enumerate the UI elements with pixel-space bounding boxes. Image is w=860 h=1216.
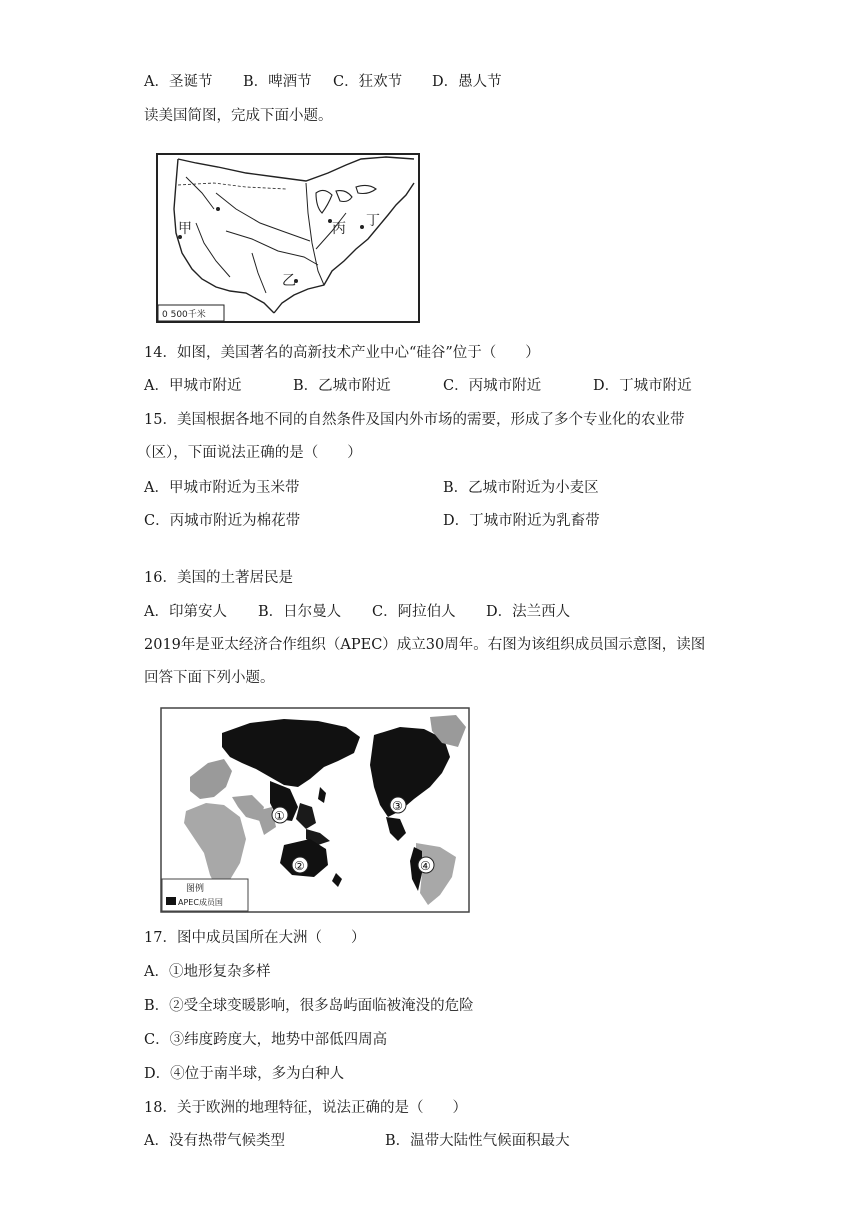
usa-map-intro: 读美国简图，完成下面小题。 [144,108,333,124]
usa-map-label-bing: 丙 [332,221,346,237]
usa-map-label-ding: 丁 [366,213,380,229]
q14-option-b: B．乙城市附近 [293,378,391,394]
usa-map-label-yi: 乙 [282,273,296,289]
q18-stem: 18．关于欧洲的地理特征，说法正确的是（ ） [144,1100,467,1116]
q18-option-a: A．没有热带气候类型 [144,1133,285,1149]
q14-stem: 14．如图，美国著名的高新技术产业中心“硅谷”位于（ ） [144,345,540,361]
q17-option-b: B．②受全球变暖影响，很多岛屿面临被淹没的危险 [144,998,474,1014]
q17-option-d: D．④位于南半球，多为白种人 [144,1066,345,1082]
apec-marker-1: ① [274,809,285,823]
apec-legend-title: 图例 [186,884,205,894]
q14-option-c: C．丙城市附近 [443,378,542,394]
q14-option-d: D．丁城市附近 [593,378,692,394]
usa-map-scale: 0 500千米 [162,310,206,320]
q16-option-b: B．日尔曼人 [258,604,342,620]
apec-map-figure [160,707,470,913]
q13-option-a: A．圣诞节 [144,74,213,90]
q13-option-c: C．狂欢节 [333,74,403,90]
q13-option-d: D．愚人节 [432,74,502,90]
apec-marker-2: ② [294,859,305,873]
q17-option-a: A．①地形复杂多样 [144,964,271,980]
q15-option-d: D．丁城市附近为乳畜带 [443,513,600,529]
q16-option-d: D．法兰西人 [486,604,571,620]
usa-map-figure [156,153,420,323]
q17-stem: 17．图中成员国所在大洲（ ） [144,930,366,946]
q15-option-c: C．丙城市附近为棉花带 [144,513,301,529]
q15-stem-line2: （区），下面说法正确的是（ ） [137,445,362,461]
apec-intro-line1: 2019年是亚太经济合作组织（APEC）成立30周年。右图为该组织成员国示意图，读图 [144,637,706,653]
apec-marker-3: ③ [392,799,403,813]
q14-option-a: A．甲城市附近 [144,378,242,394]
apec-marker-4: ④ [420,859,431,873]
q17-option-c: C．③纬度跨度大，地势中部低四周高 [144,1032,388,1048]
usa-map-label-jia: 甲 [178,221,192,237]
q13-option-b: B．啤酒节 [243,74,312,90]
q16-stem: 16．美国的土著居民是 [144,570,293,586]
q15-option-a: A．甲城市附近为玉米带 [144,480,300,496]
q16-option-a: A．印第安人 [144,604,227,620]
apec-legend-item: APEC成员国 [178,898,223,907]
q18-option-b: B．温带大陆性气候面积最大 [385,1133,570,1149]
q15-option-b: B．乙城市附近为小麦区 [443,480,599,496]
q15-stem-line1: 15．美国根据各地不同的自然条件及国内外市场的需要，形成了多个专业化的农业带 [144,412,685,428]
q16-option-c: C．阿拉伯人 [372,604,456,620]
apec-intro-line2: 回答下面下列小题。 [144,670,275,686]
